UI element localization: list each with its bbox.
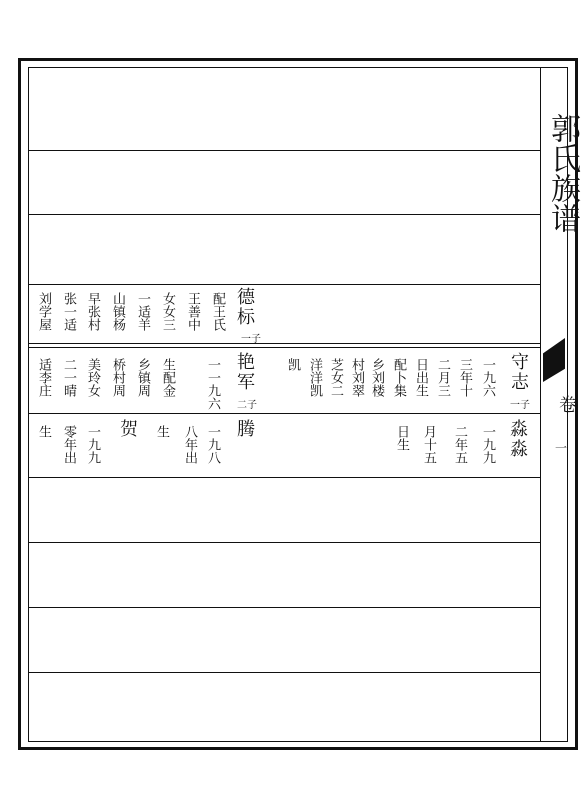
row-line [28,150,540,151]
person-name: 守志 [508,352,529,392]
detail-column: 三年十 [457,358,472,397]
detail-column: 洋洋凯 [307,358,322,397]
detail-column: 一一九六 [205,358,220,410]
detail-column: 月十五 [421,425,436,464]
person-note: 二子 [237,400,257,411]
volume-number: 一 [555,441,568,455]
detail-column: 早张村 [85,292,100,331]
row-line [28,343,540,344]
row-line [28,542,540,543]
detail-column: 王善中 [185,292,200,331]
detail-column: 一九六 [480,358,495,397]
detail-column: 村刘翠 [349,358,364,397]
detail-column: 凯 [285,358,300,371]
detail-column: 二年五 [452,425,467,464]
page-border-inner [28,67,568,742]
book-title: 郭氏族谱 [545,113,580,233]
detail-column: 日生 [394,425,409,451]
volume-label: 卷 [556,395,577,413]
detail-column: 配王氏 [210,292,225,331]
row-line [28,214,540,215]
person-name: 德标 [234,287,255,327]
person-note: 一子 [241,334,261,345]
row-line [28,607,540,608]
detail-column: 二月三 [435,358,450,397]
detail-column: 芝女二 [328,358,343,397]
detail-column: 一九九 [480,425,495,464]
detail-column: 女女三 [160,292,175,331]
detail-column: 乡刘楼 [369,358,384,397]
row-line [28,413,540,414]
row-line [28,347,540,348]
person-name: 艳军 [234,352,255,392]
detail-column: 零年出 [61,425,76,464]
detail-column: 生 [154,425,169,438]
detail-column: 一适羊 [135,292,150,331]
detail-column: 一九八 [205,425,220,464]
detail-column: 生 [36,425,51,438]
row-line [28,477,540,478]
detail-column: 配卜集 [391,358,406,397]
person-name: 贺 [117,419,138,439]
detail-column: 生配金 [160,358,175,397]
book-spine [541,67,580,742]
detail-column: 八年出 [182,425,197,464]
fishtail-mark [543,338,565,382]
detail-column: 张一适 [61,292,76,331]
detail-column: 一九九 [85,425,100,464]
detail-column: 二一晴 [61,358,76,397]
row-line [28,284,540,285]
person-name: 腾 [234,419,255,439]
person-note: 一子 [510,400,530,411]
detail-column: 桥村周 [110,358,125,397]
detail-column: 适李庄 [36,358,51,397]
detail-column: 山镇杨 [110,292,125,331]
detail-column: 美玲女 [85,358,100,397]
row-line [28,672,540,673]
person-name: 淼淼 [507,419,528,459]
detail-column: 乡镇周 [135,358,150,397]
detail-column: 刘学屋 [36,292,51,331]
detail-column: 日出生 [413,358,428,397]
